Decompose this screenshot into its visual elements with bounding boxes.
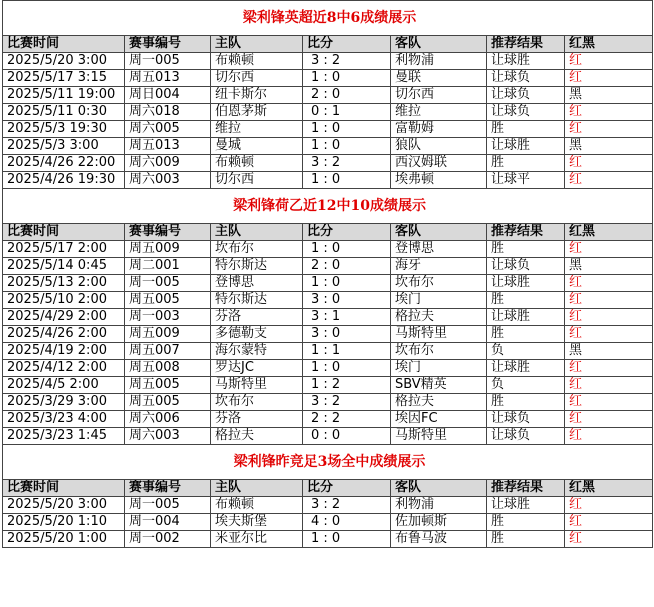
match-time-cell: 2025/5/3 19:30: [3, 121, 125, 138]
result-cell: 红: [565, 275, 653, 292]
home-team-cell: 切尔西: [211, 172, 303, 189]
recommendation-cell: 让球负: [487, 411, 565, 428]
recommendation-cell: 让球胜: [487, 275, 565, 292]
match-time-cell: 2025/4/26 2:00: [3, 326, 125, 343]
match-time-cell: 2025/4/19 2:00: [3, 343, 125, 360]
table-row: [3, 172, 653, 189]
match-time-cell: 2025/5/20 1:10: [3, 514, 125, 531]
score-cell: 3 : 2: [303, 53, 391, 70]
home-team-cell: 特尔斯达: [211, 258, 303, 275]
result-cell: 红: [565, 70, 653, 87]
match-code-cell: 周五008: [125, 360, 211, 377]
table-row: [3, 394, 653, 411]
match-time-cell: 2025/5/20 3:00: [3, 497, 125, 514]
score-cell: 1 : 0: [303, 531, 391, 548]
recommendation-cell: 负: [487, 343, 565, 360]
result-cell: 红: [565, 428, 653, 445]
away-team-cell: 埃因FC: [391, 411, 487, 428]
column-header: 主队: [211, 224, 303, 241]
section-title-row: [3, 189, 653, 224]
result-cell: 红: [565, 121, 653, 138]
table-row: [3, 360, 653, 377]
result-cell: 红: [565, 531, 653, 548]
match-time-cell: 2025/5/13 2:00: [3, 275, 125, 292]
home-team-cell: 多德勒支: [211, 326, 303, 343]
table-row: [3, 138, 653, 155]
column-header: 红黑: [565, 36, 653, 53]
score-cell: 3 : 2: [303, 394, 391, 411]
home-team-cell: 罗达JC: [211, 360, 303, 377]
home-team-cell: 格拉夫: [211, 428, 303, 445]
match-code-cell: 周五013: [125, 70, 211, 87]
table-row: [3, 155, 653, 172]
away-team-cell: 埃门: [391, 292, 487, 309]
away-team-cell: 曼联: [391, 70, 487, 87]
recommendation-cell: 让球胜: [487, 360, 565, 377]
section-title-row: [3, 445, 653, 480]
match-code-cell: 周五009: [125, 241, 211, 258]
result-cell: 红: [565, 497, 653, 514]
away-team-cell: 狼队: [391, 138, 487, 155]
table-row: [3, 497, 653, 514]
recommendation-cell: 让球胜: [487, 497, 565, 514]
section-title: 梁利锋昨竞足3场全中成绩展示: [3, 445, 653, 480]
result-cell: 黑: [565, 258, 653, 275]
match-code-cell: 周六018: [125, 104, 211, 121]
recommendation-cell: 让球平: [487, 172, 565, 189]
away-team-cell: 格拉夫: [391, 309, 487, 326]
match-code-cell: 周一005: [125, 497, 211, 514]
result-cell: 红: [565, 172, 653, 189]
score-cell: 1 : 0: [303, 172, 391, 189]
match-code-cell: 周日004: [125, 87, 211, 104]
recommendation-cell: 让球负: [487, 258, 565, 275]
recommendation-cell: 胜: [487, 121, 565, 138]
match-time-cell: 2025/5/10 2:00: [3, 292, 125, 309]
home-team-cell: 切尔西: [211, 70, 303, 87]
score-cell: 3 : 0: [303, 326, 391, 343]
score-cell: 1 : 1: [303, 343, 391, 360]
column-header: 比赛时间: [3, 224, 125, 241]
table-row: [3, 87, 653, 104]
match-time-cell: 2025/4/5 2:00: [3, 377, 125, 394]
match-code-cell: 周六006: [125, 411, 211, 428]
score-cell: 1 : 0: [303, 138, 391, 155]
match-code-cell: 周六005: [125, 121, 211, 138]
table-row: [3, 53, 653, 70]
away-team-cell: 富勒姆: [391, 121, 487, 138]
home-team-cell: 马斯特里: [211, 377, 303, 394]
home-team-cell: 纽卡斯尔: [211, 87, 303, 104]
away-team-cell: 坎布尔: [391, 275, 487, 292]
recommendation-cell: 让球负: [487, 428, 565, 445]
column-header: 推荐结果: [487, 224, 565, 241]
match-code-cell: 周六009: [125, 155, 211, 172]
match-time-cell: 2025/5/20 3:00: [3, 53, 125, 70]
recommendation-cell: 胜: [487, 241, 565, 258]
recommendation-cell: 让球胜: [487, 138, 565, 155]
recommendation-cell: 让球负: [487, 104, 565, 121]
table-row: [3, 70, 653, 87]
home-team-cell: 伯恩茅斯: [211, 104, 303, 121]
table-row: [3, 258, 653, 275]
score-cell: 0 : 1: [303, 104, 391, 121]
recommendation-cell: 负: [487, 377, 565, 394]
home-team-cell: 布赖顿: [211, 497, 303, 514]
home-team-cell: 坎布尔: [211, 394, 303, 411]
column-header: 客队: [391, 480, 487, 497]
home-team-cell: 埃夫斯堡: [211, 514, 303, 531]
score-cell: 3 : 0: [303, 292, 391, 309]
match-code-cell: 周二001: [125, 258, 211, 275]
away-team-cell: 利物浦: [391, 497, 487, 514]
match-code-cell: 周六003: [125, 428, 211, 445]
result-cell: 红: [565, 241, 653, 258]
away-team-cell: 西汉姆联: [391, 155, 487, 172]
result-cell: 红: [565, 377, 653, 394]
score-cell: 2 : 0: [303, 258, 391, 275]
match-code-cell: 周一002: [125, 531, 211, 548]
home-team-cell: 米亚尔比: [211, 531, 303, 548]
recommendation-cell: 让球胜: [487, 53, 565, 70]
result-cell: 红: [565, 394, 653, 411]
home-team-cell: 曼城: [211, 138, 303, 155]
match-time-cell: 2025/5/14 0:45: [3, 258, 125, 275]
result-cell: 红: [565, 53, 653, 70]
section-title-row: [3, 1, 653, 36]
match-code-cell: 周五007: [125, 343, 211, 360]
away-team-cell: 马斯特里: [391, 428, 487, 445]
column-header: 赛事编号: [125, 36, 211, 53]
result-cell: 黑: [565, 87, 653, 104]
match-code-cell: 周一003: [125, 309, 211, 326]
column-header: 客队: [391, 224, 487, 241]
match-code-cell: 周六003: [125, 172, 211, 189]
away-team-cell: 格拉夫: [391, 394, 487, 411]
table-row: [3, 411, 653, 428]
score-cell: 2 : 0: [303, 87, 391, 104]
score-cell: 3 : 2: [303, 497, 391, 514]
table-row: [3, 343, 653, 360]
table-row: [3, 377, 653, 394]
match-time-cell: 2025/3/23 4:00: [3, 411, 125, 428]
score-cell: 1 : 0: [303, 121, 391, 138]
match-time-cell: 2025/4/29 2:00: [3, 309, 125, 326]
score-cell: 3 : 1: [303, 309, 391, 326]
match-time-cell: 2025/3/23 1:45: [3, 428, 125, 445]
recommendation-cell: 胜: [487, 514, 565, 531]
home-team-cell: 维拉: [211, 121, 303, 138]
match-time-cell: 2025/5/3 3:00: [3, 138, 125, 155]
score-cell: 2 : 2: [303, 411, 391, 428]
away-team-cell: 坎布尔: [391, 343, 487, 360]
result-cell: 红: [565, 292, 653, 309]
away-team-cell: 海牙: [391, 258, 487, 275]
match-code-cell: 周五009: [125, 326, 211, 343]
score-cell: 1 : 0: [303, 360, 391, 377]
home-team-cell: 特尔斯达: [211, 292, 303, 309]
away-team-cell: 维拉: [391, 104, 487, 121]
score-cell: 1 : 0: [303, 241, 391, 258]
result-cell: 红: [565, 309, 653, 326]
away-team-cell: 埃门: [391, 360, 487, 377]
column-header: 赛事编号: [125, 480, 211, 497]
match-code-cell: 周五013: [125, 138, 211, 155]
away-team-cell: 佐加顿斯: [391, 514, 487, 531]
recommendation-cell: 胜: [487, 394, 565, 411]
column-header-row: [3, 36, 653, 53]
match-time-cell: 2025/5/11 19:00: [3, 87, 125, 104]
recommendation-cell: 让球负: [487, 70, 565, 87]
recommendation-cell: 胜: [487, 531, 565, 548]
table-row: [3, 121, 653, 138]
away-team-cell: 登博思: [391, 241, 487, 258]
match-code-cell: 周一004: [125, 514, 211, 531]
score-cell: 3 : 2: [303, 155, 391, 172]
match-code-cell: 周一005: [125, 53, 211, 70]
score-cell: 1 : 0: [303, 275, 391, 292]
home-team-cell: 坎布尔: [211, 241, 303, 258]
section-title: 梁利锋英超近8中6成绩展示: [3, 1, 653, 36]
column-header: 主队: [211, 36, 303, 53]
score-cell: 0 : 0: [303, 428, 391, 445]
away-team-cell: 马斯特里: [391, 326, 487, 343]
column-header: 比分: [303, 224, 391, 241]
match-time-cell: 2025/3/29 3:00: [3, 394, 125, 411]
result-cell: 黑: [565, 138, 653, 155]
match-time-cell: 2025/5/11 0:30: [3, 104, 125, 121]
away-team-cell: SBV精英: [391, 377, 487, 394]
away-team-cell: 布鲁马波: [391, 531, 487, 548]
home-team-cell: 布赖顿: [211, 53, 303, 70]
match-code-cell: 周一005: [125, 275, 211, 292]
score-cell: 4 : 0: [303, 514, 391, 531]
score-cell: 1 : 0: [303, 70, 391, 87]
column-header: 主队: [211, 480, 303, 497]
column-header-row: [3, 480, 653, 497]
home-team-cell: 海尔蒙特: [211, 343, 303, 360]
table-row: [3, 326, 653, 343]
column-header: 比分: [303, 480, 391, 497]
column-header: 推荐结果: [487, 480, 565, 497]
recommendation-cell: 让球胜: [487, 309, 565, 326]
match-code-cell: 周五005: [125, 394, 211, 411]
recommendation-cell: 胜: [487, 292, 565, 309]
result-cell: 黑: [565, 343, 653, 360]
match-time-cell: 2025/4/26 19:30: [3, 172, 125, 189]
recommendation-cell: 胜: [487, 326, 565, 343]
column-header: 客队: [391, 36, 487, 53]
table-row: [3, 428, 653, 445]
column-header: 比赛时间: [3, 480, 125, 497]
away-team-cell: 埃弗顿: [391, 172, 487, 189]
column-header: 赛事编号: [125, 224, 211, 241]
score-cell: 1 : 2: [303, 377, 391, 394]
table-row: [3, 531, 653, 548]
column-header: 推荐结果: [487, 36, 565, 53]
column-header: 比分: [303, 36, 391, 53]
match-time-cell: 2025/5/20 1:00: [3, 531, 125, 548]
result-cell: 红: [565, 411, 653, 428]
table-row: [3, 104, 653, 121]
result-cell: 红: [565, 104, 653, 121]
column-header: 红黑: [565, 224, 653, 241]
results-table: [2, 0, 653, 548]
recommendation-cell: 胜: [487, 155, 565, 172]
match-time-cell: 2025/5/17 2:00: [3, 241, 125, 258]
result-cell: 红: [565, 514, 653, 531]
match-code-cell: 周五005: [125, 292, 211, 309]
match-time-cell: 2025/4/26 22:00: [3, 155, 125, 172]
result-cell: 红: [565, 155, 653, 172]
home-team-cell: 登博思: [211, 275, 303, 292]
table-row: [3, 514, 653, 531]
recommendation-cell: 让球负: [487, 87, 565, 104]
table-row: [3, 309, 653, 326]
column-header: 比赛时间: [3, 36, 125, 53]
match-time-cell: 2025/4/12 2:00: [3, 360, 125, 377]
section-title: 梁利锋荷乙近12中10成绩展示: [3, 189, 653, 224]
away-team-cell: 利物浦: [391, 53, 487, 70]
table-row: [3, 292, 653, 309]
column-header-row: [3, 224, 653, 241]
result-cell: 红: [565, 326, 653, 343]
match-code-cell: 周五005: [125, 377, 211, 394]
home-team-cell: 芬洛: [211, 309, 303, 326]
table-row: [3, 241, 653, 258]
home-team-cell: 布赖顿: [211, 155, 303, 172]
home-team-cell: 芬洛: [211, 411, 303, 428]
away-team-cell: 切尔西: [391, 87, 487, 104]
result-cell: 红: [565, 360, 653, 377]
table-row: [3, 275, 653, 292]
column-header: 红黑: [565, 480, 653, 497]
match-time-cell: 2025/5/17 3:15: [3, 70, 125, 87]
